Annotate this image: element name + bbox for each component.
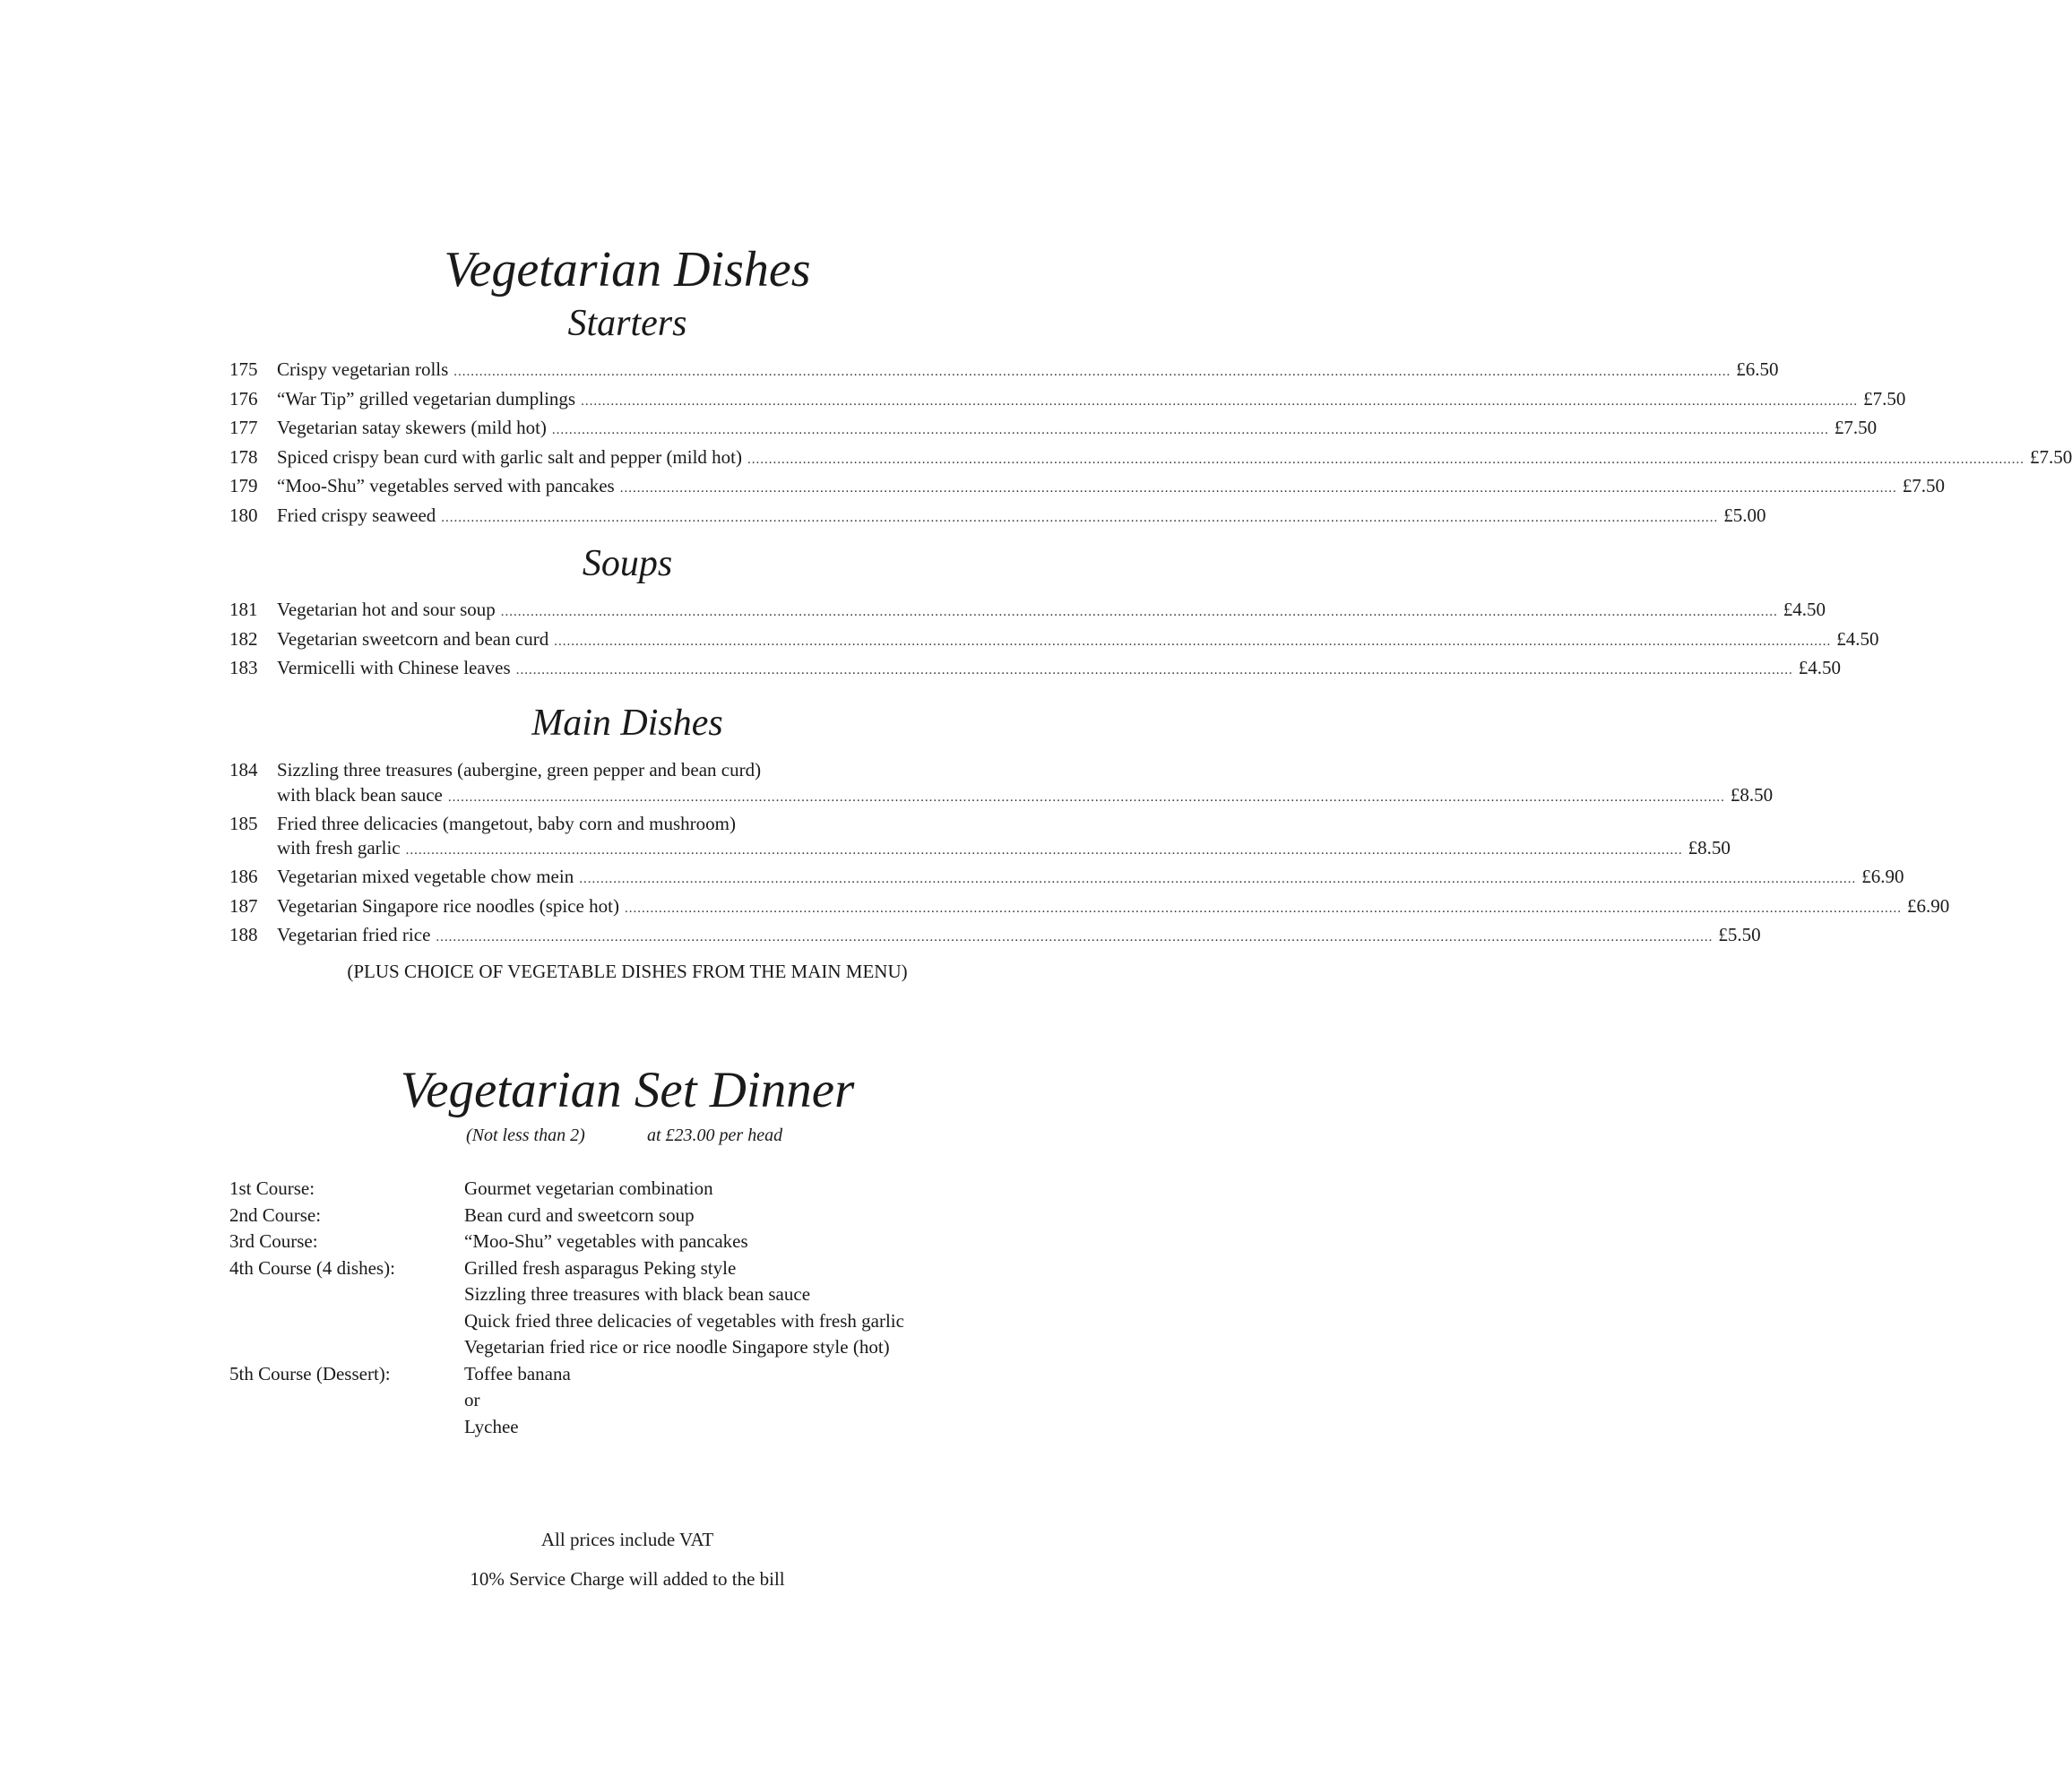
course-row: [229, 1229, 1036, 1255]
item-price: £7.50: [1863, 387, 1906, 410]
menu-note: (PLUS CHOICE OF VEGETABLE DISHES FROM THE MAIN MENU): [347, 961, 908, 982]
item-number: 175: [229, 358, 258, 380]
item-name: Fried crispy seaweed: [277, 504, 436, 526]
item-price: £6.90: [1906, 894, 1950, 917]
item-number: 176: [229, 387, 258, 410]
menu-item: [229, 503, 1766, 532]
item-description: Fried three delicacies (mangetout, baby corn and mushroom): [277, 812, 736, 834]
menu-item: [229, 893, 1950, 923]
course-row: [229, 1203, 1036, 1229]
vat-note: All prices include VAT: [540, 1529, 714, 1550]
menu-item: [229, 473, 1945, 503]
course-row: [229, 1176, 1036, 1203]
course-dish: Quick fried three delicacies of vegetables with fresh garlic: [464, 1309, 904, 1332]
course-dish: Vegetarian fried rice or rice noodle Singapore style (hot): [464, 1336, 890, 1358]
soups-heading: Soups: [582, 543, 673, 584]
menu-item: [229, 757, 1774, 808]
item-name: Vegetarian mixed vegetable chow mein: [277, 866, 574, 887]
item-number: 184: [229, 759, 258, 781]
service-charge-note: 10% Service Charge will added to the bill: [470, 1568, 785, 1590]
course-dish: Lychee: [464, 1415, 519, 1437]
item-price: £4.50: [1836, 627, 1879, 650]
item-price: £5.50: [1718, 924, 1761, 945]
item-number: 183: [229, 657, 258, 678]
dot-leader: ............................................................................................................................................................................................................................................................................................................: [436, 930, 1714, 944]
item-number: 188: [229, 924, 258, 945]
item-number: 179: [229, 475, 258, 496]
item-description: Sizzling three treasures (aubergine, green pepper and bean curd): [277, 759, 762, 781]
course-label: 1st Course:: [229, 1177, 315, 1199]
course-dish: “Moo-Shu” vegetables with pancakes: [464, 1230, 748, 1252]
dot-leader: ............................................................................................................................................................................................................................................................................................................: [551, 423, 1829, 437]
item-name: Spiced crispy bean curd with garlic salt and pepper (mild hot): [277, 445, 743, 468]
item-number: 185: [229, 812, 258, 834]
dot-leader: ............................................................................................................................................................................................................................................................................................................: [624, 901, 1902, 916]
dot-leader: ............................................................................................................................................................................................................................................................................................................: [500, 605, 1778, 619]
menu-item: [229, 386, 1906, 416]
dot-leader: ............................................................................................................................................................................................................................................................................................................: [453, 365, 1731, 379]
course-label: 2nd Course:: [229, 1203, 322, 1226]
dot-leader: ............................................................................................................................................................................................................................................................................................................: [554, 634, 1832, 649]
item-price: £8.50: [1730, 783, 1774, 806]
item-name: Vermicelli with Chinese leaves: [277, 657, 511, 678]
item-name: “Moo-Shu” vegetables served with pancakes: [277, 475, 615, 496]
course-dish: Bean curd and sweetcorn soup: [464, 1203, 695, 1226]
dot-leader: ............................................................................................................................................................................................................................................................................................................: [405, 843, 1683, 858]
course-row: [229, 1361, 1036, 1441]
dot-leader: ............................................................................................................................................................................................................................................................................................................: [515, 663, 1793, 677]
item-price: £8.50: [1688, 837, 1731, 858]
item-name: with black bean sauce: [277, 783, 443, 806]
item-number: 182: [229, 627, 258, 650]
item-price: £7.50: [1834, 417, 1878, 438]
item-name: “War Tip” grilled vegetarian dumplings: [277, 387, 576, 410]
dot-leader: ............................................................................................................................................................................................................................................................................................................: [581, 393, 1859, 409]
item-number: 180: [229, 504, 258, 526]
course-dish: Sizzling three treasures with black bean sauce: [464, 1283, 811, 1305]
item-name: Crispy vegetarian rolls: [277, 358, 449, 380]
item-name: Vegetarian fried rice: [277, 924, 431, 945]
menu-item: [229, 864, 1904, 893]
course-dish: Gourmet vegetarian combination: [464, 1177, 713, 1199]
course-label: 5th Course (Dessert):: [229, 1362, 391, 1384]
set-dinner-min-people: (Not less than 2): [466, 1125, 585, 1145]
item-name: with fresh garlic: [277, 837, 401, 858]
dot-leader: ............................................................................................................................................................................................................................................................................................................: [747, 452, 2025, 467]
item-price: £6.90: [1861, 866, 1904, 887]
page-title: Vegetarian Dishes: [444, 242, 811, 298]
menu-item: [229, 655, 1841, 685]
item-number: 186: [229, 866, 258, 887]
set-dinner-title: Vegetarian Set Dinner: [400, 1062, 855, 1118]
item-price: £7.50: [1902, 475, 1945, 496]
main-dishes-list: [229, 757, 1950, 952]
item-name: Vegetarian hot and sour soup: [277, 599, 496, 620]
course-dish: Toffee banana: [464, 1362, 571, 1384]
menu-item: [229, 811, 1731, 862]
menu-item: [229, 444, 2072, 474]
item-price: £4.50: [1798, 657, 1841, 678]
dot-leader: ............................................................................................................................................................................................................................................................................................................: [447, 789, 1725, 805]
menu-item: [229, 415, 1878, 444]
starters-list: [229, 357, 2072, 531]
dot-leader: ............................................................................................................................................................................................................................................................................................................: [441, 510, 1719, 525]
item-price: £6.50: [1736, 358, 1779, 380]
course-label: 4th Course (4 dishes):: [229, 1256, 395, 1279]
menu-item: [229, 922, 1761, 952]
starters-heading: Starters: [567, 303, 687, 344]
course-dish: Grilled fresh asparagus Peking style: [464, 1256, 737, 1279]
item-price: £5.00: [1723, 504, 1766, 526]
menu-item: [229, 597, 1826, 626]
item-price: £7.50: [2030, 445, 2072, 468]
soups-list: [229, 597, 1879, 685]
course-dish: or: [464, 1389, 480, 1410]
item-name: Vegetarian sweetcorn and bean curd: [277, 627, 549, 650]
main-dishes-heading: Main Dishes: [531, 703, 723, 744]
set-dinner-courses: [229, 1176, 1036, 1440]
item-number: 187: [229, 894, 258, 917]
item-price: £4.50: [1783, 599, 1826, 620]
dot-leader: ............................................................................................................................................................................................................................................................................................................: [579, 872, 1857, 886]
item-number: 177: [229, 417, 258, 438]
menu-item: [229, 626, 1879, 656]
menu-item: [229, 357, 1779, 386]
course-label: 3rd Course:: [229, 1230, 318, 1252]
course-row: [229, 1255, 1036, 1361]
item-name: Vegetarian satay skewers (mild hot): [277, 417, 547, 438]
item-name: Vegetarian Singapore rice noodles (spice hot): [277, 894, 619, 917]
item-number: 181: [229, 599, 258, 620]
set-dinner-price: at £23.00 per head: [647, 1125, 783, 1145]
item-number: 178: [229, 445, 258, 468]
dot-leader: ............................................................................................................................................................................................................................................................................................................: [619, 481, 1897, 496]
